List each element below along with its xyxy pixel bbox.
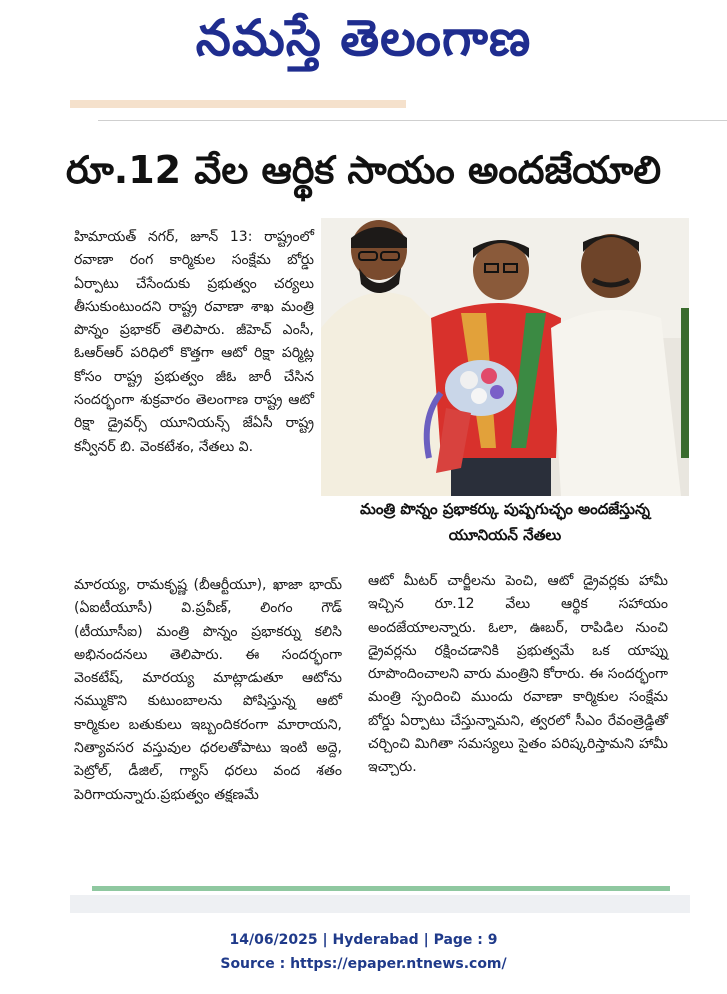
photo-caption [321, 496, 689, 558]
footer-date-page: 14/06/2025 | Hyderabad | Page : 9 [229, 932, 498, 948]
next-article-strip [70, 895, 690, 913]
article-column-left-bottom: మారయ్య, రామకృష్ణ (బీఆర్టీయూ), ఖాజా భాయ్ (ఏఐటీయూసీ) వి.ప్రవీణ్, లింగం గౌడ్ (టీయూసీఐ) మంత్రి పొన్నం ప్రభాకర్ను కలిసి అభినందనలు తెలిపారు. ఈ సందర్భంగా వెంకటేష్, మారయ్య మాట్లాడుతూ ఆటోను నమ్ముకొని కుటుంబాలను పోషిస్తున్న ఆటో కార్మికుల బతుకులు ఇబ్బందికరంగా మారాయని, నిత్యావసర వస్తువుల ధరలతోపాటు ఇంటి అద్దె, పెట్రోల్, డీజిల్, గ్యాస్ ధరలు వంద శతం పెరిగాయన్నారు.ప్రభుత్వం తక్షణమే [74, 577, 342, 803]
photo-caption-line-2: యూనియన్ నేతలు [448, 526, 562, 544]
photo-caption-line-1: మంత్రి పొన్నం ప్రభాకర్కు పుష్పగుచ్ఛం అందజేస్తున్న [360, 500, 650, 518]
news-photo-art [321, 218, 689, 496]
masthead [0, 0, 727, 88]
footer-source: Source : https://epaper.ntnews.com/ [220, 956, 507, 972]
article-headline: రూ.12 వేల ఆర్థిక సాయం అందజేయాలి [65, 148, 662, 192]
news-photo [321, 218, 689, 496]
masthead-strip [70, 100, 406, 108]
masthead-logo: నమస్తే తెలంగాణ [195, 9, 532, 67]
section-divider [92, 886, 670, 891]
article-column-right: ఆటో మీటర్ చార్జీలను పెంచి, ఆటో డ్రైవర్లకు హామీ ఇచ్చిన రూ.12 వేలు ఆర్థిక సహాయం అందజేయాలన్నారు. ఓలా, ఊబర్, రాపిడిల నుంచి డ్రైవర్లను రక్షించడానికి ప్రభుత్వమే ఒక యాప్ను రూపొందించాలని వారు మంత్రిని కోరారు. ఈ సందర్భంగా మంత్రి స్పందించి ముందు రవాణా కార్మికుల సంక్షేమ బోర్డు ఏర్పాటు చేస్తున్నామని, త్వరలో సీఎం రేవంత్రెడ్డితో చర్చించి మిగితా సమస్యలు సైతం పరిష్కరిస్తామని హామీ ఇచ్చారు. [368, 573, 668, 776]
masthead-rule [98, 120, 727, 121]
article-column-left-top: హిమాయత్ నగర్, జూన్ 13: రాష్ట్రంలో రవాణా రంగ కార్మికుల సంక్షేమ బోర్డు ఏర్పాటు చేసేందుకు ప్రభుత్వం చర్యలు తీసుకుంటుందని రాష్ట్ర రవాణా శాఖ మంత్రి పొన్నం ప్రభాకర్ తెలిపారు. జీహెచ్ ఎంసీ, ఓఆర్ఆర్ పరిధిలో కొత్తగా ఆటో రిక్షా పర్మిట్ల కోసం రాష్ట్ర ప్రభుత్వం జీఓ జారీ చేసిన సందర్భంగా శుక్రవారం తెలంగాణ రాష్ట్ర ఆటో రిక్షా డ్రైవర్స్ యూనియన్స్ జేఏసీ రాష్ట్ర కన్వీనర్ బి. వెంకటేశం, నేతలు వి. [74, 229, 314, 455]
